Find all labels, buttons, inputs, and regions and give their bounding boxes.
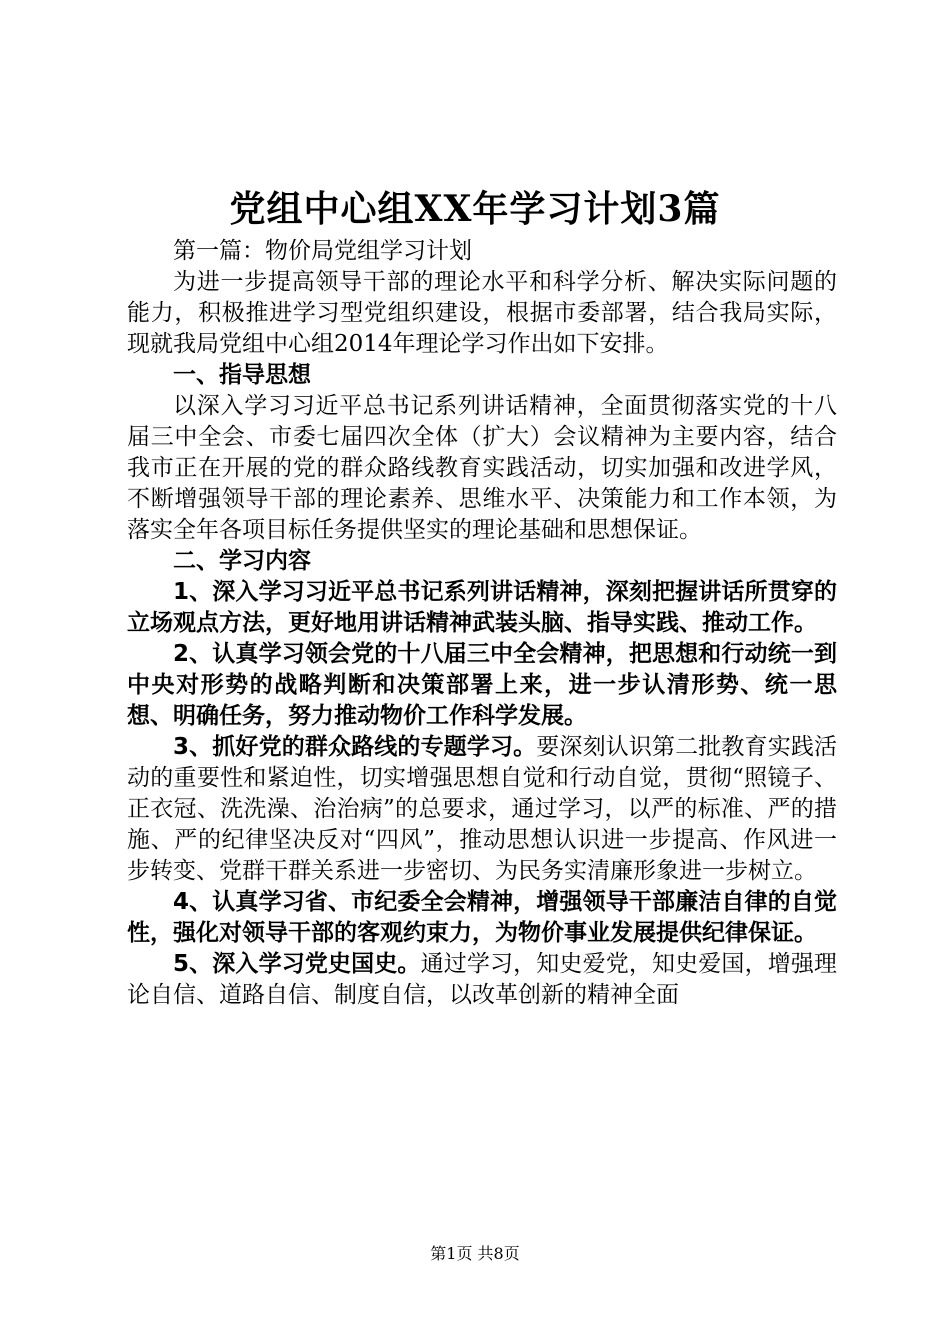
study-item-5: [127, 949, 837, 1011]
document-title: 党组中心组XX年学习计划3篇: [229, 188, 721, 230]
study-item-2: 2、认真学习领会党的十八届三中全会精神，把思想和行动统一到中央对形势的战略判断和决策部署上来，进一步认清形势、统一思想、明确任务，努力推动物价工作科学发展。: [127, 641, 837, 729]
study-item-4: 4、认真学习省、市纪委全会精神，增强领导干部廉洁自律的自觉性，强化对领导干部的客观约束力，为物价事业发展提供纪律保证。: [127, 889, 837, 946]
guiding-thought-paragraph: 以深入学习习近平总书记系列讲话精神，全面贯彻落实党的十八届三中全会、市委七届四次全体（扩大）会议精神为主要内容，结合我市正在开展的党的群众路线教育实践活动，切实加强和改进学风，不断增强领导干部的理论素养、思维水平、决策能力和工作本领，为落实全年各项目标任务提供坚实的理论基础和思想保证。: [127, 393, 837, 543]
section-heading-guiding-thought: 一、指导思想: [173, 362, 311, 388]
study-item-3-lead: 3、抓好党的群众路线的专题学习。: [173, 734, 537, 760]
page-footer: 第1页 共8页: [430, 1244, 520, 1263]
document-body: [127, 236, 837, 1011]
study-item-3-text: 要深刻认识第二批教育实践活动的重要性和紧迫性，切实增强思想自觉和行动自觉，贯彻“照镜子、正衣冠、洗洗澡、治治病”的总要求，通过学习，以严的标准、严的措施、严的纪律坚决反对“四风”，推动思想认识进一步提高、作风进一步转变、党群干群关系进一步密切、为民务实清廉形象进一步树立。: [127, 734, 837, 884]
section-heading-study-content: 二、学习内容: [173, 548, 311, 574]
subtitle: 第一篇：物价局党组学习计划: [173, 238, 472, 264]
study-item-3: [127, 732, 837, 887]
study-item-5-text: 通过学习，知史爱党，知史爱国，增强理论自信、道路自信、制度自信，以改革创新的精神全面: [127, 951, 837, 1008]
study-item-5-lead: 5、深入学习党史国史。: [173, 951, 421, 977]
study-item-1: 1、深入学习习近平总书记系列讲话精神，深刻把握讲话所贯穿的立场观点方法，更好地用讲话精神武装头脑、指导实践、推动工作。: [127, 579, 837, 636]
intro-paragraph: 为进一步提高领导干部的理论水平和科学分析、解决实际问题的能力，积极推进学习型党组织建设，根据市委部署，结合我局实际，现就我局党组中心组2014年理论学习作出如下安排。: [127, 269, 837, 357]
